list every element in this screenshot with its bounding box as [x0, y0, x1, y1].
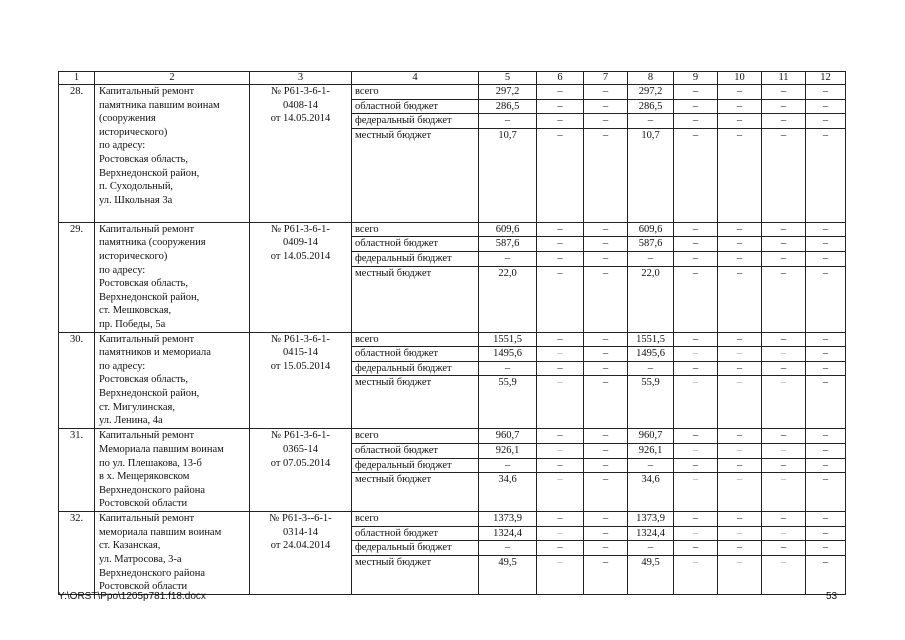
object-name-line: ст. Мешковская, [99, 305, 172, 317]
value-cell-col10: – [718, 237, 762, 252]
object-name-line: по ул. Плешакова, 13-б [99, 457, 202, 469]
object-name-line: Верхнедонской район, [99, 387, 200, 399]
row-number: 28. [59, 85, 95, 223]
value-cell-col8: 1551,5 [628, 332, 674, 347]
value-cell-col6: – [537, 512, 584, 527]
object-name-line: Капитальный ремонт [99, 86, 195, 97]
object-name-line: ул. Матросова, 3-а [99, 553, 182, 565]
budget-source-label: местный бюджет [352, 555, 479, 594]
object-name-line: Капитальный ремонт [99, 333, 195, 345]
value-cell-col9: – [674, 473, 718, 512]
value-cell-col10: – [718, 473, 762, 512]
value-cell-col10: – [718, 347, 762, 362]
value-cell-col5: 587,6 [479, 237, 537, 252]
value-cell-col6: – [537, 526, 584, 541]
value-cell-col12: – [806, 332, 846, 347]
value-cell-col12: – [806, 114, 846, 129]
table-row [59, 332, 846, 347]
value-cell-col12: – [806, 376, 846, 429]
value-cell-col11: – [762, 429, 806, 444]
budget-source-label: местный бюджет [352, 266, 479, 332]
value-cell-col5: 34,6 [479, 473, 537, 512]
budget-source-label: областной бюджет [352, 347, 479, 362]
value-cell-col9: – [674, 99, 718, 114]
document-reference-line: № Р61-3-6-1- [271, 223, 330, 235]
document-reference [250, 222, 352, 332]
value-cell-col11: – [762, 222, 806, 237]
row-number: 30. [59, 332, 95, 429]
object-name-line: Мемориала павшим воинам [99, 443, 224, 455]
value-cell-col8: – [628, 114, 674, 129]
value-cell-col12: – [806, 99, 846, 114]
value-cell-col5: 1551,5 [479, 332, 537, 347]
value-cell-col7: – [584, 266, 628, 332]
value-cell-col12: – [806, 237, 846, 252]
row-number: 31. [59, 429, 95, 512]
value-cell-col12: – [806, 512, 846, 527]
object-name-line: по адресу: [99, 140, 146, 152]
value-cell-col8: 1324,4 [628, 526, 674, 541]
value-cell-col12: – [806, 128, 846, 222]
value-cell-col6: – [537, 347, 584, 362]
value-cell-col12: – [806, 251, 846, 266]
value-cell-col7: – [584, 429, 628, 444]
value-cell-col9: – [674, 222, 718, 237]
value-cell-col7: – [584, 99, 628, 114]
value-cell-col10: – [718, 128, 762, 222]
column-number-header: 1 [59, 72, 95, 85]
value-cell-col9: – [674, 443, 718, 458]
value-cell-col8: 297,2 [628, 85, 674, 100]
budget-source-label: областной бюджет [352, 443, 479, 458]
table-header-row [59, 72, 846, 85]
budget-source-label: всего [352, 332, 479, 347]
value-cell-col6: – [537, 332, 584, 347]
value-cell-col7: – [584, 347, 628, 362]
value-cell-col6: – [537, 251, 584, 266]
budget-source-label: областной бюджет [352, 237, 479, 252]
value-cell-col9: – [674, 128, 718, 222]
object-name [95, 85, 250, 223]
value-cell-col5: 49,5 [479, 555, 537, 594]
table-row [59, 429, 846, 444]
document-reference [250, 332, 352, 429]
value-cell-col5: – [479, 251, 537, 266]
value-cell-col7: – [584, 443, 628, 458]
budget-source-label: местный бюджет [352, 128, 479, 222]
column-number-header: 2 [95, 72, 250, 85]
value-cell-col10: – [718, 222, 762, 237]
value-cell-col11: – [762, 555, 806, 594]
value-cell-col7: – [584, 541, 628, 556]
column-number-header: 4 [352, 72, 479, 85]
value-cell-col6: – [537, 237, 584, 252]
value-cell-col7: – [584, 458, 628, 473]
value-cell-col11: – [762, 458, 806, 473]
value-cell-col9: – [674, 376, 718, 429]
column-number-header: 12 [806, 72, 846, 85]
object-name-line: ул. Школьная 3а [99, 194, 173, 206]
value-cell-col7: – [584, 512, 628, 527]
value-cell-col6: – [537, 222, 584, 237]
value-cell-col11: – [762, 266, 806, 332]
value-cell-col5: – [479, 361, 537, 376]
value-cell-col5: 55,9 [479, 376, 537, 429]
value-cell-col7: – [584, 85, 628, 100]
document-reference-line: 0409-14 [283, 237, 318, 249]
value-cell-col8: 55,9 [628, 376, 674, 429]
value-cell-col9: – [674, 266, 718, 332]
value-cell-col8: 1495,6 [628, 347, 674, 362]
value-cell-col10: – [718, 429, 762, 444]
value-cell-col8: 286,5 [628, 99, 674, 114]
value-cell-col8: 34,6 [628, 473, 674, 512]
value-cell-col8: – [628, 251, 674, 266]
value-cell-col10: – [718, 512, 762, 527]
value-cell-col8: 926,1 [628, 443, 674, 458]
document-reference-line: от 15.05.2014 [270, 360, 331, 372]
value-cell-col8: 49,5 [628, 555, 674, 594]
document-reference-line: 0314-14 [283, 526, 318, 538]
budget-source-label: всего [352, 222, 479, 237]
value-cell-col10: – [718, 114, 762, 129]
object-name-line: ст. Казанская, [99, 540, 161, 552]
value-cell-col10: – [718, 458, 762, 473]
document-reference-line: № Р61-3-6-1- [271, 333, 330, 345]
value-cell-col8: 587,6 [628, 237, 674, 252]
value-cell-col7: – [584, 376, 628, 429]
value-cell-col10: – [718, 376, 762, 429]
value-cell-col6: – [537, 128, 584, 222]
value-cell-col8: 10,7 [628, 128, 674, 222]
value-cell-col11: – [762, 526, 806, 541]
table-row [59, 512, 846, 527]
object-name [95, 512, 250, 595]
value-cell-col11: – [762, 332, 806, 347]
value-cell-col11: – [762, 128, 806, 222]
object-name [95, 429, 250, 512]
document-reference-line: от 07.05.2014 [270, 457, 331, 469]
object-name-line: (сооружения [99, 113, 156, 125]
object-name-line: по адресу: [99, 264, 146, 276]
value-cell-col5: 1495,6 [479, 347, 537, 362]
value-cell-col11: – [762, 237, 806, 252]
value-cell-col12: – [806, 266, 846, 332]
budget-source-label: областной бюджет [352, 99, 479, 114]
value-cell-col12: – [806, 458, 846, 473]
value-cell-col12: – [806, 85, 846, 100]
value-cell-col7: – [584, 114, 628, 129]
document-reference-line: 0415-14 [283, 347, 318, 359]
object-name-line: Верхнедонской район, [99, 167, 200, 179]
object-name-line: в х. Мещеряковском [99, 471, 190, 483]
value-cell-col7: – [584, 361, 628, 376]
value-cell-col11: – [762, 541, 806, 556]
value-cell-col10: – [718, 332, 762, 347]
column-number-header: 8 [628, 72, 674, 85]
value-cell-col10: – [718, 526, 762, 541]
object-name-line: Ростовская область, [99, 153, 188, 165]
budget-source-label: федеральный бюджет [352, 458, 479, 473]
value-cell-col12: – [806, 555, 846, 594]
object-name-line: пр. Победы, 5а [99, 318, 166, 330]
column-number-header: 3 [250, 72, 352, 85]
value-cell-col11: – [762, 85, 806, 100]
value-cell-col12: – [806, 473, 846, 512]
value-cell-col9: – [674, 429, 718, 444]
document-reference-line: № Р61-3-6-1- [271, 430, 330, 442]
value-cell-col10: – [718, 541, 762, 556]
value-cell-col5: 960,7 [479, 429, 537, 444]
column-number-header: 6 [537, 72, 584, 85]
budget-source-label: всего [352, 429, 479, 444]
object-name-line: Верхнедонского района [99, 484, 205, 496]
value-cell-col9: – [674, 458, 718, 473]
document-reference-line: 0408-14 [283, 99, 318, 111]
value-cell-col11: – [762, 376, 806, 429]
value-cell-col6: – [537, 429, 584, 444]
value-cell-col11: – [762, 512, 806, 527]
value-cell-col9: – [674, 512, 718, 527]
object-name-line: по адресу: [99, 360, 146, 372]
value-cell-col8: 22,0 [628, 266, 674, 332]
object-name-line: памятников и мемориала [99, 347, 211, 359]
value-cell-col11: – [762, 99, 806, 114]
value-cell-col8: – [628, 541, 674, 556]
value-cell-col5: 609,6 [479, 222, 537, 237]
object-name-line: памятника (сооружения [99, 237, 206, 249]
object-name-line: Капитальный ремонт [99, 223, 195, 235]
value-cell-col5: 22,0 [479, 266, 537, 332]
footer-file-path: Y:\ORST\Ppo\1205p781.f18.docx [58, 591, 206, 602]
value-cell-col10: – [718, 443, 762, 458]
value-cell-col8: 609,6 [628, 222, 674, 237]
object-name [95, 222, 250, 332]
value-cell-col12: – [806, 526, 846, 541]
value-cell-col5: 1324,4 [479, 526, 537, 541]
value-cell-col10: – [718, 251, 762, 266]
document-reference-line: № Р61-3--6-1- [269, 513, 332, 525]
value-cell-col7: – [584, 128, 628, 222]
footer-page-number: 53 [826, 591, 838, 602]
budget-source-label: местный бюджет [352, 473, 479, 512]
value-cell-col11: – [762, 114, 806, 129]
value-cell-col9: – [674, 332, 718, 347]
value-cell-col8: 960,7 [628, 429, 674, 444]
value-cell-col6: – [537, 376, 584, 429]
object-name-line: п. Суходольный, [99, 181, 174, 193]
object-name [95, 332, 250, 429]
value-cell-col6: – [537, 473, 584, 512]
value-cell-col7: – [584, 526, 628, 541]
object-name-line: памятника павшим воинам [99, 99, 220, 111]
value-cell-col7: – [584, 555, 628, 594]
document-reference-line: 0365-14 [283, 443, 318, 455]
object-name-line: ул. Ленина, 4а [99, 415, 163, 427]
object-name-line: исторического) [99, 126, 168, 138]
value-cell-col5: 10,7 [479, 128, 537, 222]
budget-source-label: федеральный бюджет [352, 114, 479, 129]
budget-source-label: областной бюджет [352, 526, 479, 541]
value-cell-col9: – [674, 237, 718, 252]
value-cell-col9: – [674, 361, 718, 376]
value-cell-col5: 286,5 [479, 99, 537, 114]
row-number: 32. [59, 512, 95, 595]
document-reference-line: № Р61-3-6-1- [271, 86, 330, 97]
value-cell-col8: – [628, 458, 674, 473]
value-cell-col6: – [537, 361, 584, 376]
value-cell-col6: – [537, 443, 584, 458]
value-cell-col7: – [584, 222, 628, 237]
value-cell-col8: – [628, 361, 674, 376]
value-cell-col9: – [674, 555, 718, 594]
column-number-header: 11 [762, 72, 806, 85]
table-row [59, 222, 846, 237]
value-cell-col6: – [537, 555, 584, 594]
document-reference [250, 429, 352, 512]
table-row [59, 85, 846, 100]
value-cell-col12: – [806, 347, 846, 362]
value-cell-col9: – [674, 526, 718, 541]
value-cell-col12: – [806, 429, 846, 444]
value-cell-col6: – [537, 458, 584, 473]
budget-source-label: всего [352, 85, 479, 100]
value-cell-col12: – [806, 361, 846, 376]
value-cell-col12: – [806, 541, 846, 556]
document-reference-line: от 14.05.2014 [270, 250, 331, 262]
value-cell-col5: – [479, 114, 537, 129]
value-cell-col10: – [718, 266, 762, 332]
value-cell-col12: – [806, 443, 846, 458]
document-reference-line: от 24.04.2014 [270, 540, 331, 552]
column-number-header: 10 [718, 72, 762, 85]
value-cell-col7: – [584, 237, 628, 252]
value-cell-col9: – [674, 251, 718, 266]
column-number-header: 9 [674, 72, 718, 85]
value-cell-col11: – [762, 443, 806, 458]
document-reference [250, 85, 352, 223]
value-cell-col6: – [537, 85, 584, 100]
budget-source-label: федеральный бюджет [352, 251, 479, 266]
value-cell-col6: – [537, 114, 584, 129]
object-name-line: Ростовской области [99, 581, 188, 593]
object-name-line: Ростовская область, [99, 278, 188, 290]
value-cell-col5: – [479, 541, 537, 556]
value-cell-col5: 926,1 [479, 443, 537, 458]
object-name-line: Верхнедонского района [99, 567, 205, 579]
value-cell-col9: – [674, 85, 718, 100]
object-name-line: Ростовская область, [99, 374, 188, 386]
value-cell-col5: 1373,9 [479, 512, 537, 527]
value-cell-col7: – [584, 332, 628, 347]
value-cell-col7: – [584, 473, 628, 512]
object-name-line: Капитальный ремонт [99, 513, 195, 525]
value-cell-col5: – [479, 458, 537, 473]
value-cell-col11: – [762, 347, 806, 362]
budget-source-label: всего [352, 512, 479, 527]
value-cell-col6: – [537, 99, 584, 114]
object-name-line: мемориала павшим воинам [99, 526, 222, 538]
value-cell-col8: 1373,9 [628, 512, 674, 527]
document-reference [250, 512, 352, 595]
value-cell-col10: – [718, 555, 762, 594]
value-cell-col11: – [762, 473, 806, 512]
value-cell-col10: – [718, 99, 762, 114]
value-cell-col10: – [718, 361, 762, 376]
object-name-line: ст. Мигулинская, [99, 401, 175, 413]
value-cell-col7: – [584, 251, 628, 266]
value-cell-col12: – [806, 222, 846, 237]
value-cell-col9: – [674, 114, 718, 129]
value-cell-col6: – [537, 266, 584, 332]
value-cell-col6: – [537, 541, 584, 556]
column-number-header: 5 [479, 72, 537, 85]
column-number-header: 7 [584, 72, 628, 85]
budget-source-label: местный бюджет [352, 376, 479, 429]
row-number: 29. [59, 222, 95, 332]
object-name-line: исторического) [99, 250, 168, 262]
document-reference-line: от 14.05.2014 [270, 113, 331, 125]
value-cell-col5: 297,2 [479, 85, 537, 100]
value-cell-col11: – [762, 361, 806, 376]
budget-source-label: федеральный бюджет [352, 361, 479, 376]
object-name-line: Верхнедонской район, [99, 291, 200, 303]
object-name-line: Ростовской области [99, 498, 188, 510]
budget-table [58, 71, 846, 595]
value-cell-col11: – [762, 251, 806, 266]
budget-source-label: федеральный бюджет [352, 541, 479, 556]
object-name-line: Капитальный ремонт [99, 430, 195, 442]
value-cell-col10: – [718, 85, 762, 100]
value-cell-col9: – [674, 541, 718, 556]
value-cell-col9: – [674, 347, 718, 362]
